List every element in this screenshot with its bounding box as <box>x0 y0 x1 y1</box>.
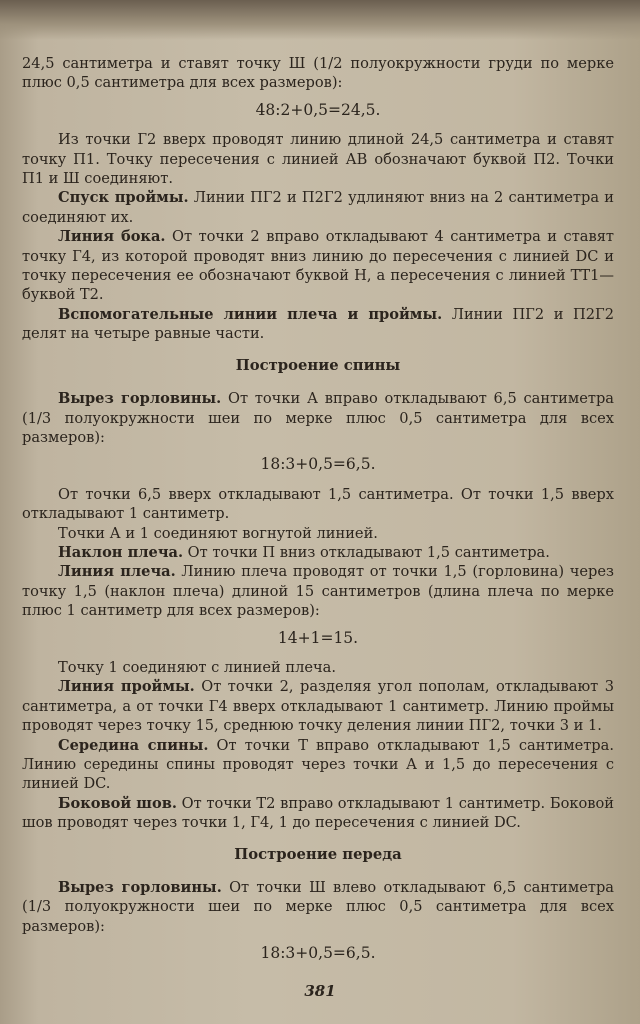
paragraph-text: От точки 2, разделяя угол пополам, откладывают 3 сантиметра, а от точки Г4 вверх откладывают 1 сантиметр. Линию проймы проводят через точку 15, среднюю точку деления линии ПГ2, точки 3 и 1. <box>22 678 614 735</box>
paragraph: 24,5 сантиметра и ставят точку Ш (1/2 полуокружности груди по мерке плюс 0,5 сантиметра для всех размеров): <box>22 55 614 92</box>
formula: 48:2+0,5=24,5. <box>255 100 381 119</box>
paragraph <box>22 188 614 227</box>
section-heading: Построение переда <box>234 845 402 863</box>
term: Линия проймы. <box>58 678 195 696</box>
paragraph <box>22 305 614 344</box>
paragraph: Точки А и 1 соединяют вогнутой линией. <box>58 524 378 542</box>
paragraph <box>22 389 614 447</box>
term: Боковой шов. <box>58 794 177 812</box>
paragraph-text: От точки Т2 вправо откладывают 1 сантиметр. Боковой шов проводят через точки 1, Г4, 1 до пересечения с линией DC. <box>22 794 614 832</box>
paragraph <box>22 878 614 936</box>
term: Наклон плеча. <box>58 543 184 561</box>
term: Вспомогательные линии плеча и проймы. <box>58 305 443 323</box>
paragraph-text: От точки А вправо откладывают 6,5 сантиметра (1/3 полуокружности шеи по мерке плюс 0,5 сантиметра для всех размеров): <box>22 390 615 446</box>
paragraph-text: От точки Ш влево откладывают 6,5 сантиметра (1/3 полуокружности шеи по мерке плюс 0,5 сантиметра для всех размеров): <box>22 879 615 935</box>
paragraph <box>22 736 614 794</box>
paragraph-text: От точки 2 вправо откладывают 4 сантиметра и ставят точку Г4, из которой проводят вниз линию до пересечения с линией DC и точку пересечения ее обозначают буквой Н, а пересечения с линией ТТ1— буквой Т2. <box>22 228 614 304</box>
paragraph-text: Линию плеча проводят от точки 1,5 (горловина) через точку 1,5 (наклон плеча) длиной 15 сантиметров (длина плеча по мерке плюс 1 сантиметр для всех размеров): <box>22 563 614 620</box>
formula: 18:3+0,5=6,5. <box>260 944 376 963</box>
paragraph <box>22 794 614 833</box>
formula: 18:3+0,5=6,5. <box>260 455 376 474</box>
term: Спуск проймы. <box>58 189 189 207</box>
paragraph-text: Линии ПГ2 и П2Г2 удлиняют вниз на 2 сантиметра и соединяют их. <box>22 189 614 226</box>
term: Вырез горловины. <box>58 879 222 897</box>
paragraph <box>22 543 614 562</box>
paragraph: От точки 6,5 вверх откладывают 1,5 сантиметра. От точки 1,5 вверх откладывают 1 сантиметр. <box>22 485 614 523</box>
page-text <box>22 54 614 974</box>
term: Линия плеча. <box>58 563 176 581</box>
page-number: 381 <box>304 982 336 1000</box>
term: Вырез горловины. <box>58 390 222 408</box>
term: Линия бока. <box>58 228 166 246</box>
paragraph <box>22 227 614 305</box>
formula: 14+1=15. <box>277 628 359 647</box>
paragraph-text: Линии ПГ2 и П2Г2 делят на четыре равные части. <box>22 305 614 343</box>
paragraph-text: От точки П вниз откладывают 1,5 сантиметра. <box>183 543 550 561</box>
paragraph: Точку 1 соединяют с линией плеча. <box>58 658 336 676</box>
term: Середина спины. <box>58 736 209 754</box>
paragraph: Из точки Г2 вверх проводят линию длиной 24,5 сантиметра и ставят точку П1. Точку пересечения с линией АВ обозначают буквой П2. Точки П1 и Ш соединяют. <box>22 131 614 188</box>
paragraph-text: От точки Т вправо откладывают 1,5 сантиметра. Линию середины спины проводят через точки А и 1,5 до пересечения с линией DC. <box>22 736 614 793</box>
paragraph <box>22 677 614 735</box>
page-edge-shadow <box>0 0 640 40</box>
section-heading: Построение спины <box>235 356 401 374</box>
paragraph <box>22 562 614 620</box>
